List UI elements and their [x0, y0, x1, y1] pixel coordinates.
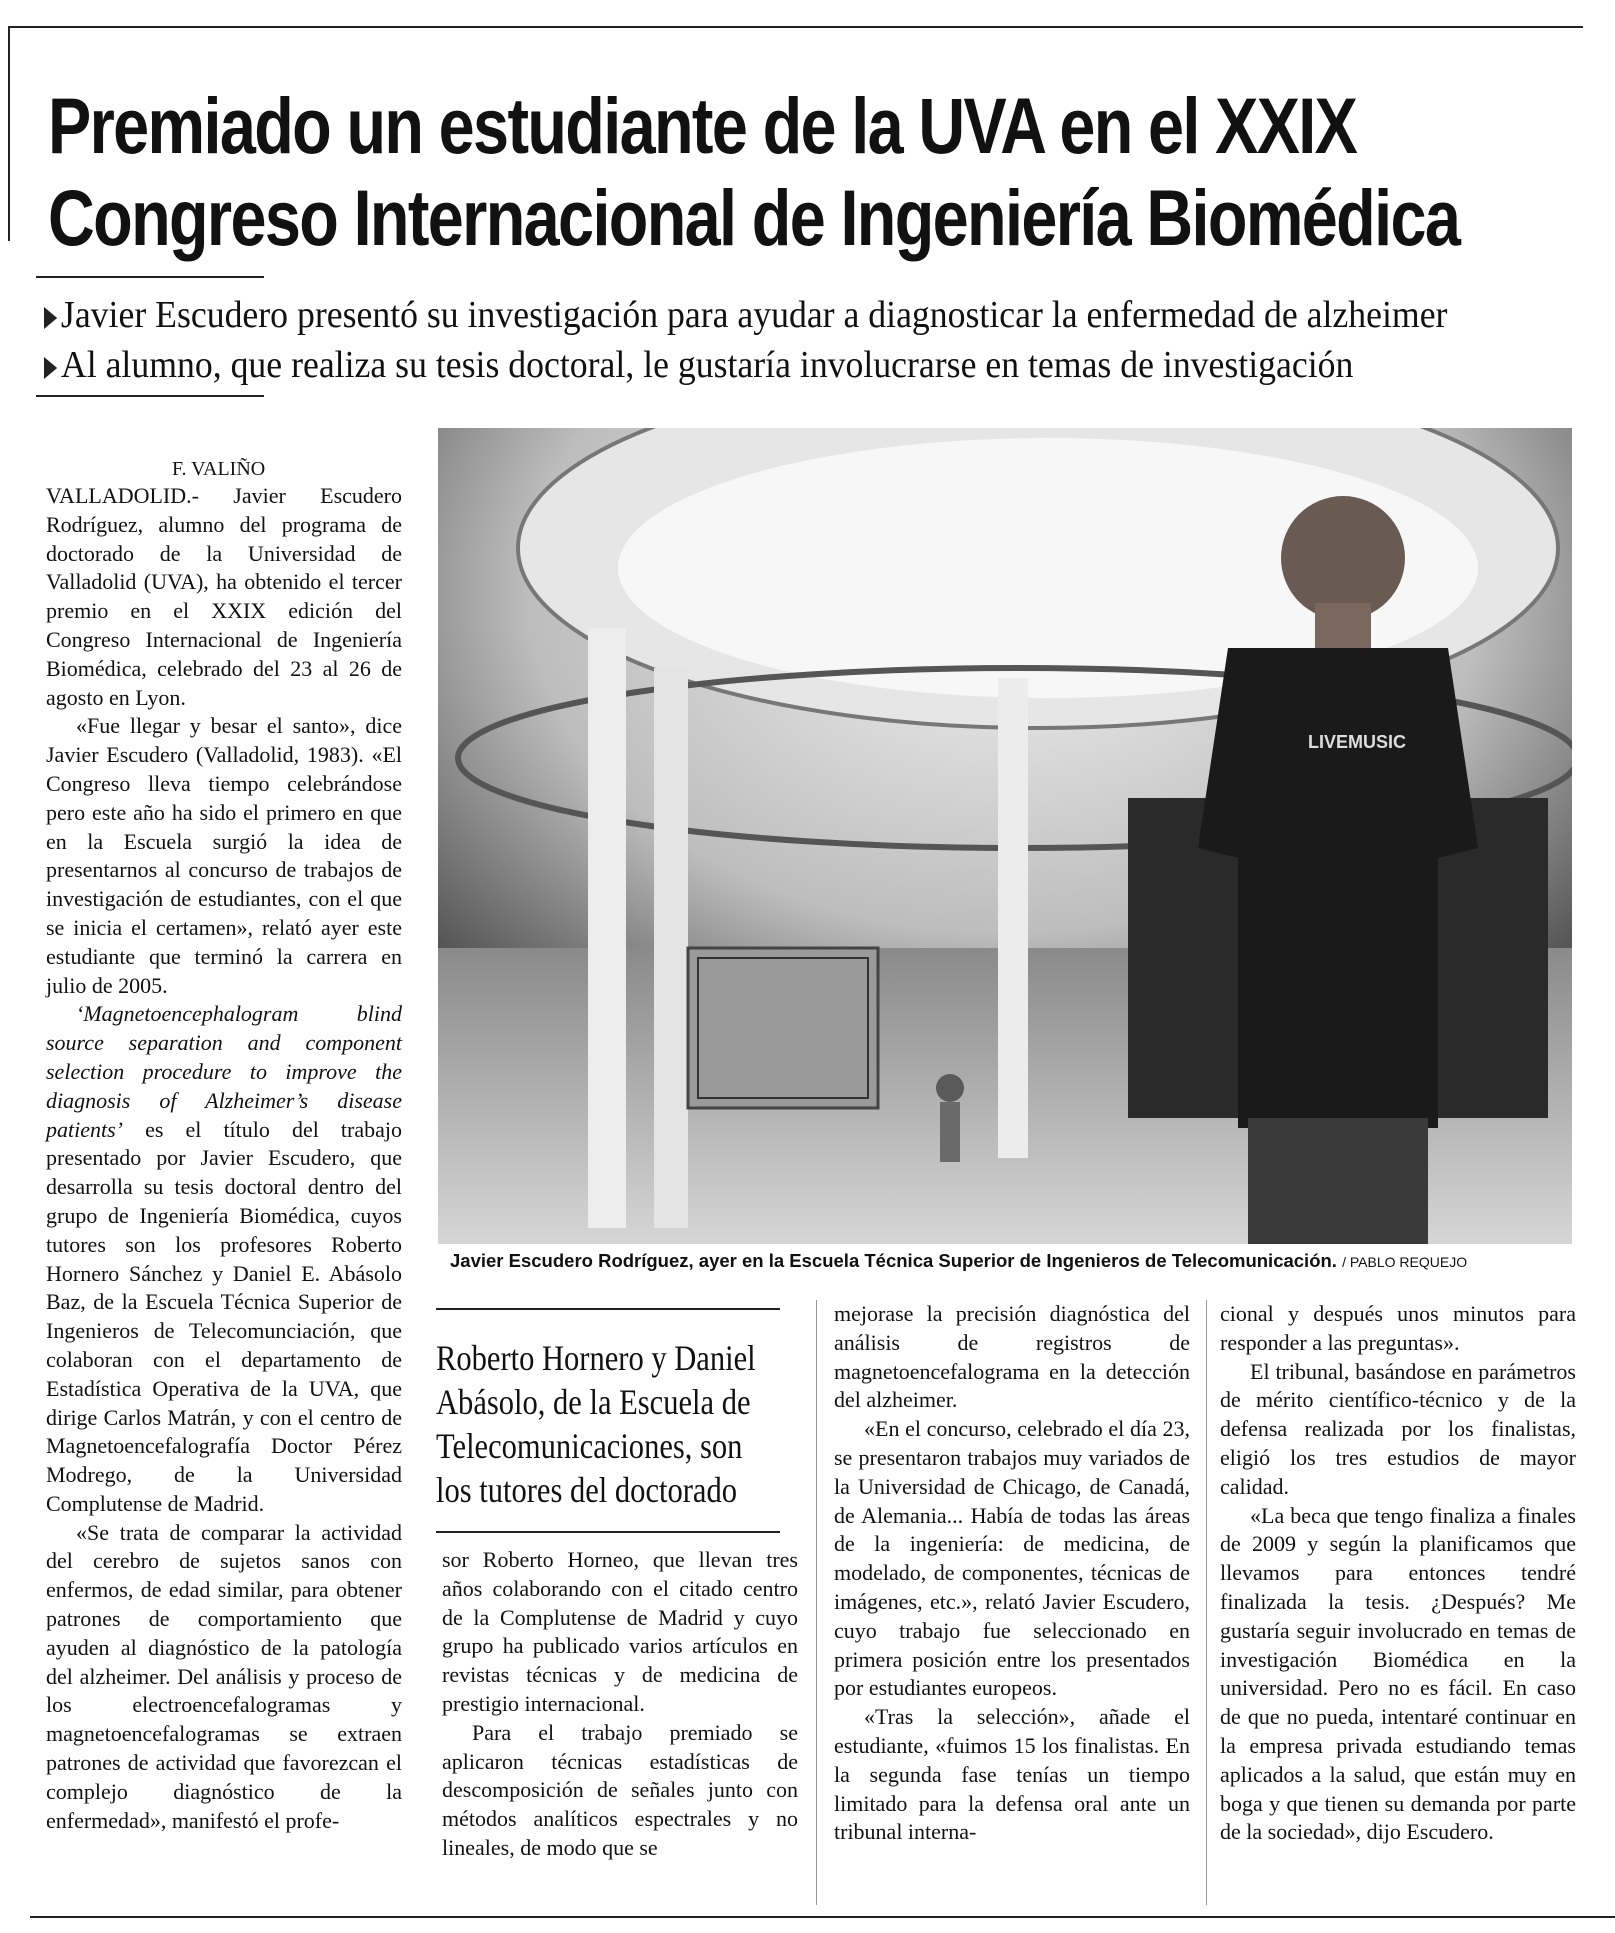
column-4: [1220, 1300, 1576, 1847]
triangle-bullet-icon: [44, 357, 57, 379]
column-2: [442, 1546, 798, 1863]
paragraph: «En el concurso, celebrado el día 23, se presentaron trabajos muy variados de la Universidad de Chicago, de Canadá, de Alemania... Había de todas las áreas de la ingeniería: de medicina, de modelado, de componentes, técnicas de imágenes, etc.», relató Javier Escudero, cuyo trabajo fue seleccionado en primera posición entre los presentados por estudiantes europeos.: [834, 1416, 1190, 1701]
headline-line-2: Congreso Internacional de Ingeniería Biomédica: [48, 173, 1460, 262]
photo-credit: / PABLO REQUEJO: [1342, 1254, 1468, 1270]
subhead-top-rule: [36, 276, 264, 278]
photo-caption: [450, 1250, 1580, 1272]
paragraph: mejorase la precisión diagnóstica del análisis de registros de magnetoencefalograma en la detección del alzheimer.: [834, 1301, 1190, 1413]
triangle-bullet-icon: [44, 307, 57, 329]
column-divider: [816, 1300, 817, 1905]
paragraph: cional y después unos minutos para responder a las preguntas».: [1220, 1301, 1576, 1355]
subhead-1: Javier Escudero presentó su investigación para ayudar a diagnosticar la enfermedad de alzheimer: [44, 290, 1492, 340]
paragraph: Para el trabajo premiado se aplicaron técnicas estadísticas de descomposición de señales junto con métodos analíticos espectrales y no lineales, de modo que se: [442, 1719, 798, 1860]
paragraph: «Se trata de comparar la actividad del cerebro de sujetos sanos con enfermos, de edad similar, para obtener patrones de comportamiento que ayuden al diagnóstico de la patología del alzheimer. Del análisis y proceso de los electroencefalogramas y magnetoencefalogramas se extraen patrones de actividad que favorezcan el complejo diagnóstico de la enfermedad», manifestó el profe-: [46, 1519, 402, 1833]
byline: F. VALIÑO: [172, 458, 266, 480]
pullquote-top-rule: [436, 1308, 780, 1310]
subheads: [44, 290, 1584, 390]
paragraph: «La beca que tengo finaliza a finales de 2009 y según la planificamos que llevamos para entonces tendré finalizada la tesis. ¿Después? Me gustaría seguir involucrado en temas de investigación Biomédica en la universidad. Pero no es fácil. En caso de que no pueda, intentaré continuar en la empresa privada estudiando temas aplicados a la salud, que están muy en boga y que tienen su demanda por parte de la sociedad», dijo Escudero.: [1220, 1502, 1576, 1845]
paragraph: sor Roberto Horneo, que llevan tres años colaborando con el citado centro de la Complutense de Madrid y cuyo grupo ha publicado varios artículos en revistas técnicas y de medicina de prestigio internacional.: [442, 1547, 798, 1716]
pullquote-bottom-rule: [436, 1531, 780, 1533]
photo-illustration: [438, 428, 1572, 1244]
paragraph: El tribunal, basándose en parámetros de mérito científico-técnico y de la defensa realizada por los finalistas, eligió los tres estudios de mayor calidad.: [1220, 1358, 1576, 1499]
paragraph: «Tras la selección», añade el estudiante, «fuimos 15 los finalistas. En la segunda fase tenías un tiempo limitado para la defensa oral ante un tribunal interna-: [834, 1704, 1190, 1845]
paragraph: «Fue llegar y besar el santo», dice Javier Escudero (Valladolid, 1983). «El Congreso lleva tiempo celebrándose pero este año ha sido el primero en que en la Escuela surgió la idea de presentarnos al concurso de trabajos de investigación de estudiantes, con el que se inicia el certamen», relató ayer este estudiante que terminó la carrera en julio de 2005.: [46, 713, 402, 998]
column-3: [834, 1300, 1190, 1847]
paper-title: ‘Magnetoencephalogram blind source separation and component selection procedure to improve the diagnosis of Alzheimer’s disease patients’: [46, 1001, 402, 1142]
column-divider: [1206, 1300, 1207, 1905]
photo: [438, 428, 1572, 1244]
subhead-2: Al alumno, que realiza su tesis doctoral, le gustaría involucrarse en temas de investigación: [44, 340, 1492, 390]
left-rule: [8, 26, 10, 241]
paragraph: VALLADOLID.- Javier Escudero Rodríguez, alumno del programa de doctorado de la Universidad de Valladolid (UVA), ha obtenido el tercer premio en el XXIX edición del Congreso Internacional de Ingeniería Biomédica, celebrado del 23 al 26 de agosto en Lyon.: [46, 483, 402, 710]
paragraph: ‘Magnetoencephalogram blind source separation and component selection procedure to improve the diagnosis of Alzheimer’s disease patients’ es el título del trabajo presentado por Javier Escudero, que desarrolla su tesis doctoral dentro del grupo de Ingeniería Biomédica, cuyos tutores son los profesores Roberto Hornero Sánchez y Daniel E. Abásolo Baz, de la Escuela Técnica Superior de Ingenieros de Telecomunciación, que colaboran con el departamento de Estadística Operativa de la UVA, que dirige Carlos Matrán, y con el centro de Magnetoencefalografía Doctor Pérez Modrego, de la Universidad Complutense de Madrid.: [46, 1001, 402, 1516]
column-1: [46, 482, 402, 1835]
headline: [48, 80, 1460, 264]
shirt-text: LIVEMUSIC: [1308, 732, 1407, 752]
bottom-rule: [30, 1916, 1615, 1918]
pullquote: Roberto Hornero y Daniel Abásolo, de la Escuela de Telecomunicaciones, son los tutores del doctorado: [436, 1338, 756, 1510]
headline-line-1: Premiado un estudiante de la UVA en el XXIX: [48, 81, 1357, 170]
subhead-bottom-rule: [36, 395, 264, 397]
caption-text: Javier Escudero Rodríguez, ayer en la Escuela Técnica Superior de Ingenieros de Telecomunicación.: [450, 1250, 1337, 1271]
top-rule: [8, 26, 1583, 28]
